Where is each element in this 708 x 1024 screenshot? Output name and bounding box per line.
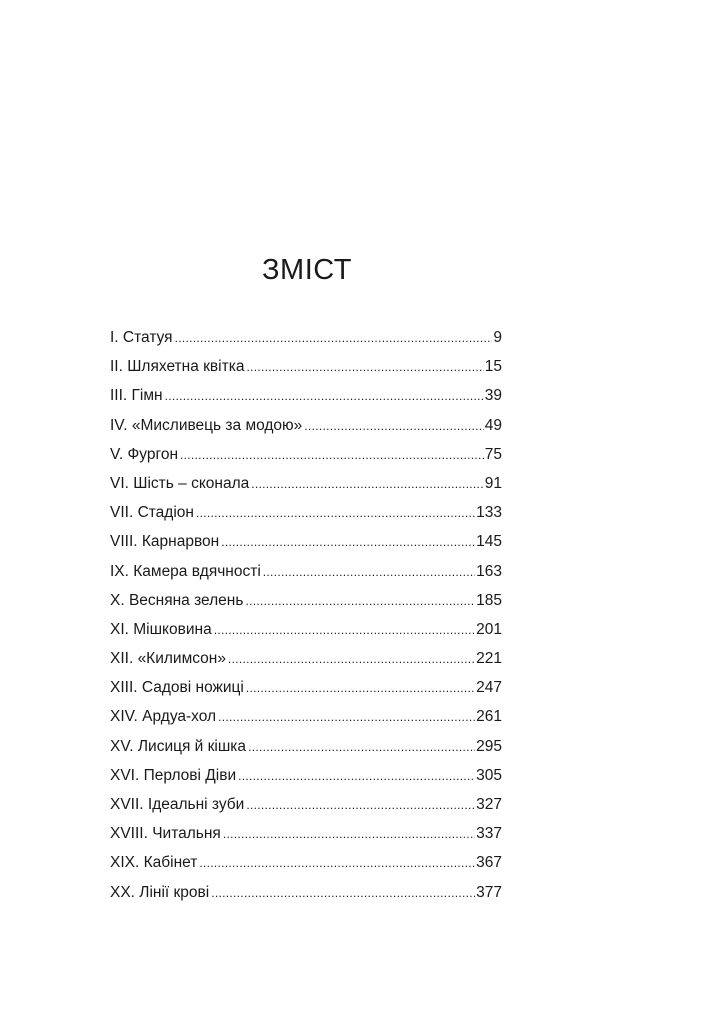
dot-leader — [175, 324, 493, 352]
toc-entry-page: 145 — [476, 533, 502, 551]
toc-entry-label: XI. Мішковина — [110, 620, 212, 638]
toc-entry-page: 15 — [484, 358, 502, 376]
toc-entry-label: XIX. Кабінет — [110, 854, 198, 872]
table-of-contents — [110, 323, 502, 907]
toc-entry — [110, 440, 502, 469]
toc-entry-page: 49 — [484, 416, 502, 434]
toc-entry — [110, 411, 502, 440]
toc-entry-label: XII. «Килимсон» — [110, 650, 226, 668]
toc-entry-label: XVIII. Читальня — [110, 825, 221, 843]
toc-entry-label: I. Статуя — [110, 329, 173, 346]
toc-entry-page: 247 — [476, 679, 502, 697]
dot-leader — [238, 762, 475, 790]
dot-leader — [223, 820, 475, 848]
toc-entry-label: VIII. Карнарвон — [110, 533, 220, 551]
toc-entry-page: 201 — [476, 620, 502, 638]
toc-entry — [110, 557, 502, 586]
toc-entry-label: II. Шляхетна квітка — [110, 358, 245, 376]
dot-leader — [196, 499, 475, 527]
dot-leader — [248, 733, 475, 761]
toc-entry — [110, 819, 502, 848]
toc-entry-label: XIV. Ардуа-хол — [110, 708, 217, 726]
dot-leader — [228, 645, 475, 673]
dot-leader — [251, 470, 484, 498]
toc-entry — [110, 878, 502, 907]
toc-entry-label: VI. Шість – сконала — [110, 474, 250, 492]
dot-leader — [246, 791, 475, 819]
toc-entry-label: IV. «Мисливець за модою» — [110, 416, 303, 434]
toc-entry — [110, 381, 502, 410]
toc-entry-page: 305 — [476, 766, 502, 784]
toc-entry — [110, 498, 502, 527]
toc-entry — [110, 352, 502, 381]
toc-entry — [110, 673, 502, 702]
toc-entry — [110, 586, 502, 615]
toc-entry-page: 221 — [476, 650, 502, 668]
page-title: ЗМІСТ — [262, 254, 352, 286]
toc-entry — [110, 732, 502, 761]
toc-entry-page: 163 — [476, 562, 502, 580]
toc-entry-page: 75 — [484, 445, 502, 463]
dot-leader — [180, 441, 484, 469]
dot-leader — [304, 412, 483, 440]
dot-leader — [246, 353, 483, 381]
toc-entry-page: 91 — [484, 474, 502, 492]
dot-leader — [214, 616, 475, 644]
toc-entry — [110, 469, 502, 498]
dot-leader — [245, 587, 475, 615]
toc-entry — [110, 323, 502, 352]
toc-entry-label: XVI. Перлові Діви — [110, 766, 237, 784]
toc-entry-page: 133 — [476, 504, 502, 522]
dot-leader — [199, 849, 475, 877]
toc-entry-page: 261 — [476, 708, 502, 726]
toc-entry-label: X. Весняна зелень — [110, 591, 244, 609]
dot-leader — [246, 674, 475, 702]
toc-entry — [110, 702, 502, 731]
toc-entry — [110, 615, 502, 644]
toc-entry-label: XVII. Ідеальні зуби — [110, 796, 245, 813]
toc-entry — [110, 527, 502, 556]
toc-entry-page: 9 — [493, 329, 502, 346]
toc-entry-label: VII. Стадіон — [110, 504, 194, 522]
toc-entry-label: XX. Лінії крові — [110, 883, 210, 901]
toc-entry-page: 377 — [476, 883, 502, 901]
toc-entry-page: 367 — [476, 854, 502, 872]
toc-entry-page: 185 — [476, 591, 502, 609]
dot-leader — [263, 558, 475, 586]
toc-entry-page: 39 — [484, 387, 502, 405]
toc-entry-label: III. Гімн — [110, 387, 163, 405]
toc-entry-label: IX. Камера вдячності — [110, 562, 261, 580]
dot-leader — [165, 382, 484, 410]
toc-entry-page: 295 — [476, 737, 502, 755]
dot-leader — [211, 879, 475, 907]
dot-leader — [218, 703, 475, 731]
toc-entry-page: 327 — [476, 796, 502, 813]
toc-entry — [110, 848, 502, 877]
toc-entry-page: 337 — [476, 825, 502, 843]
toc-entry — [110, 761, 502, 790]
toc-entry-label: V. Фургон — [110, 445, 179, 463]
toc-entry-label: XIII. Садові ножиці — [110, 679, 244, 697]
dot-leader — [221, 528, 475, 556]
toc-entry — [110, 790, 502, 819]
toc-entry-label: XV. Лисиця й кішка — [110, 737, 247, 755]
toc-entry — [110, 644, 502, 673]
